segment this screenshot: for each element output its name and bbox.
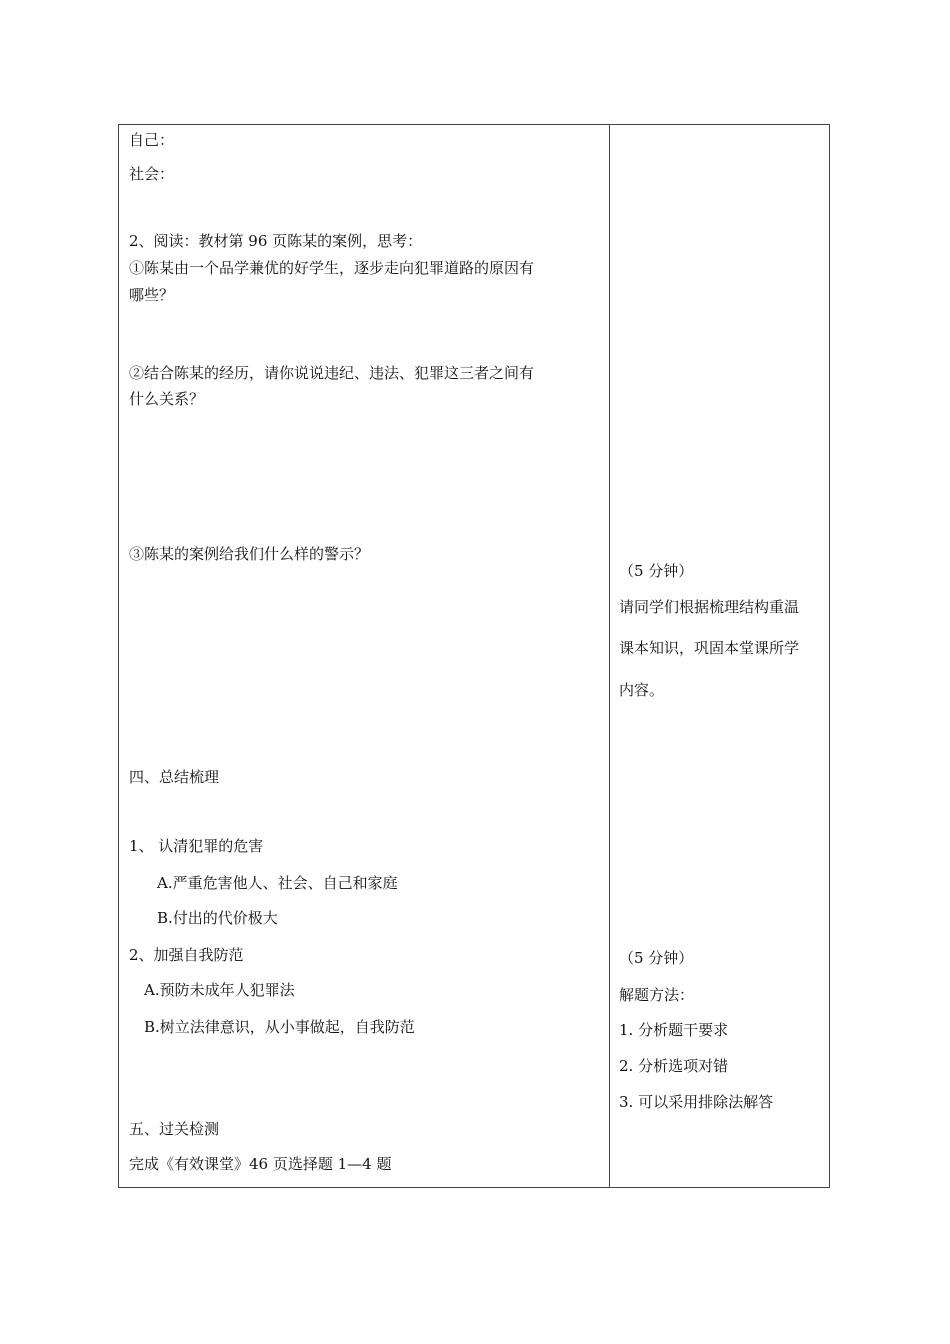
method-title: 解题方法： [619, 986, 695, 1004]
summary-item-2-a: A.预防未成年人犯罪法 [144, 981, 295, 999]
method-step-2: 2. 分析选项对错 [619, 1057, 729, 1075]
review-text-line1: 请同学们根据梳理结构重温 [619, 598, 800, 616]
question-2-1-line2: 哪些？ [129, 286, 175, 304]
self-label: 自己： [129, 131, 175, 149]
question-2-1-line1: ①陈某由一个品学兼优的好学生，逐步走向犯罪道路的原因有 [129, 259, 535, 277]
method-step-3: 3. 可以采用排除法解答 [619, 1093, 774, 1111]
question-2-3: ③陈某的案例给我们什么样的警示？ [129, 545, 370, 563]
method-step-1: 1. 分析题干要求 [619, 1021, 729, 1039]
summary-item-1-a: A.严重危害他人、社会、自己和家庭 [157, 874, 398, 892]
summary-item-2: 2、加强自我防范 [129, 946, 244, 964]
society-label: 社会： [129, 165, 175, 183]
question-2-title: 2、阅读：教材第 96 页陈某的案例，思考： [129, 232, 423, 250]
summary-item-2-b: B.树立法律意识，从小事做起，自我防范 [144, 1018, 415, 1036]
time-note-2: （5 分钟） [619, 949, 694, 967]
question-2-2-line1: ②结合陈某的经历，请你说说违纪、违法、犯罪这三者之间有 [129, 364, 535, 382]
review-text-line2: 课本知识，巩固本堂课所学 [619, 639, 800, 657]
section-5-title: 五、过关检测 [129, 1120, 220, 1138]
review-text-line3: 内容。 [619, 681, 665, 699]
column-divider [609, 125, 610, 1187]
section-4-title: 四、总结梳理 [129, 768, 220, 786]
question-2-2-line2: 什么关系？ [129, 390, 205, 408]
time-note-1: （5 分钟） [619, 562, 694, 580]
summary-item-1-b: B.付出的代价极大 [157, 909, 278, 927]
section-5-task: 完成《有效课堂》46 页选择题 1—4 题 [129, 1155, 392, 1173]
summary-item-1: 1、 认清犯罪的危害 [129, 837, 264, 855]
lesson-plan-table [118, 124, 830, 1188]
